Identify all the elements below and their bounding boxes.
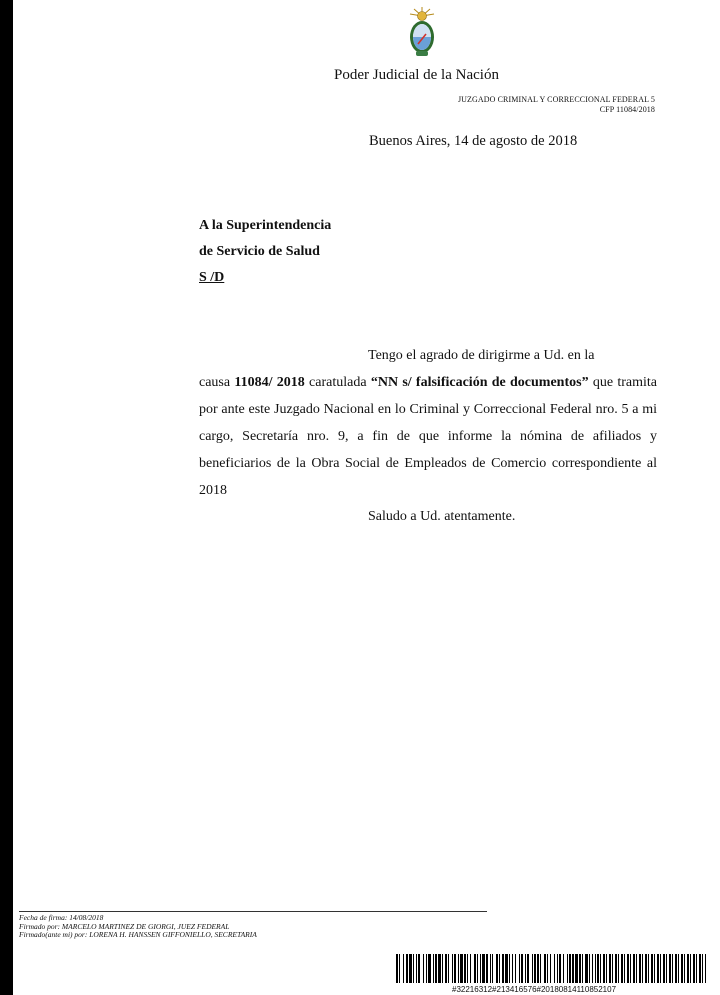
case-reference: CFP 11084/2018 [599,105,655,114]
case-title: “NN s/ falsificación de documentos” [370,375,589,390]
causa-prefix: causa [199,375,235,390]
case-number: 11084/ 2018 [234,375,305,390]
coat-of-arms-seal [407,6,437,60]
fecha-firma: Fecha de firma: 14/08/2018 [19,913,104,922]
barcode [396,954,706,983]
barcode-number: #32216312#213416576#20180814110852107 [452,985,617,994]
caratulada-text: caratulada [304,375,371,390]
institution-title: Poder Judicial de la Nación [334,67,499,83]
signature-footer [19,914,257,940]
left-margin-bar [0,0,13,995]
firmado-ante-mi: Firmado(ante mi) por: LORENA H. HANSSEN GIFFONIELLO, SECRETARIA [19,930,257,940]
barcode-stripe [597,954,706,983]
addressee-block [199,213,331,291]
closing-line: Saludo a Ud. atentamente. [368,509,516,524]
court-name: JUZGADO CRIMINAL Y CORRECCIONAL FEDERAL 5 [457,95,655,104]
addressee-line-2: de Servicio de Salud [199,244,320,259]
body-rest: que tramita por ante este Juzgado Nacional en lo Criminal y Correccional Federal nro. 5 a mi cargo, Secretaría nro. 9, a fin de que informe la nómina de afiliados y beneficiarios de la Obra Social de Empleados de Comercio correspondiente al 2018 [199,375,657,498]
addressee-line-3: S /D [199,270,225,285]
body-paragraph [199,369,657,504]
firmado-por: Firmado por: MARCELO MARTINEZ DE GIORGI, JUEZ FEDERAL [19,921,230,931]
date-line: Buenos Aires, 14 de agosto de 2018 [369,133,578,149]
body-opening: Tengo el agrado de dirigirme a Ud. en la [368,348,595,363]
signature-rule [19,911,487,912]
letter-body [199,342,657,504]
addressee-line-1: A la Superintendencia [199,218,332,233]
court-subtitle [458,95,655,115]
